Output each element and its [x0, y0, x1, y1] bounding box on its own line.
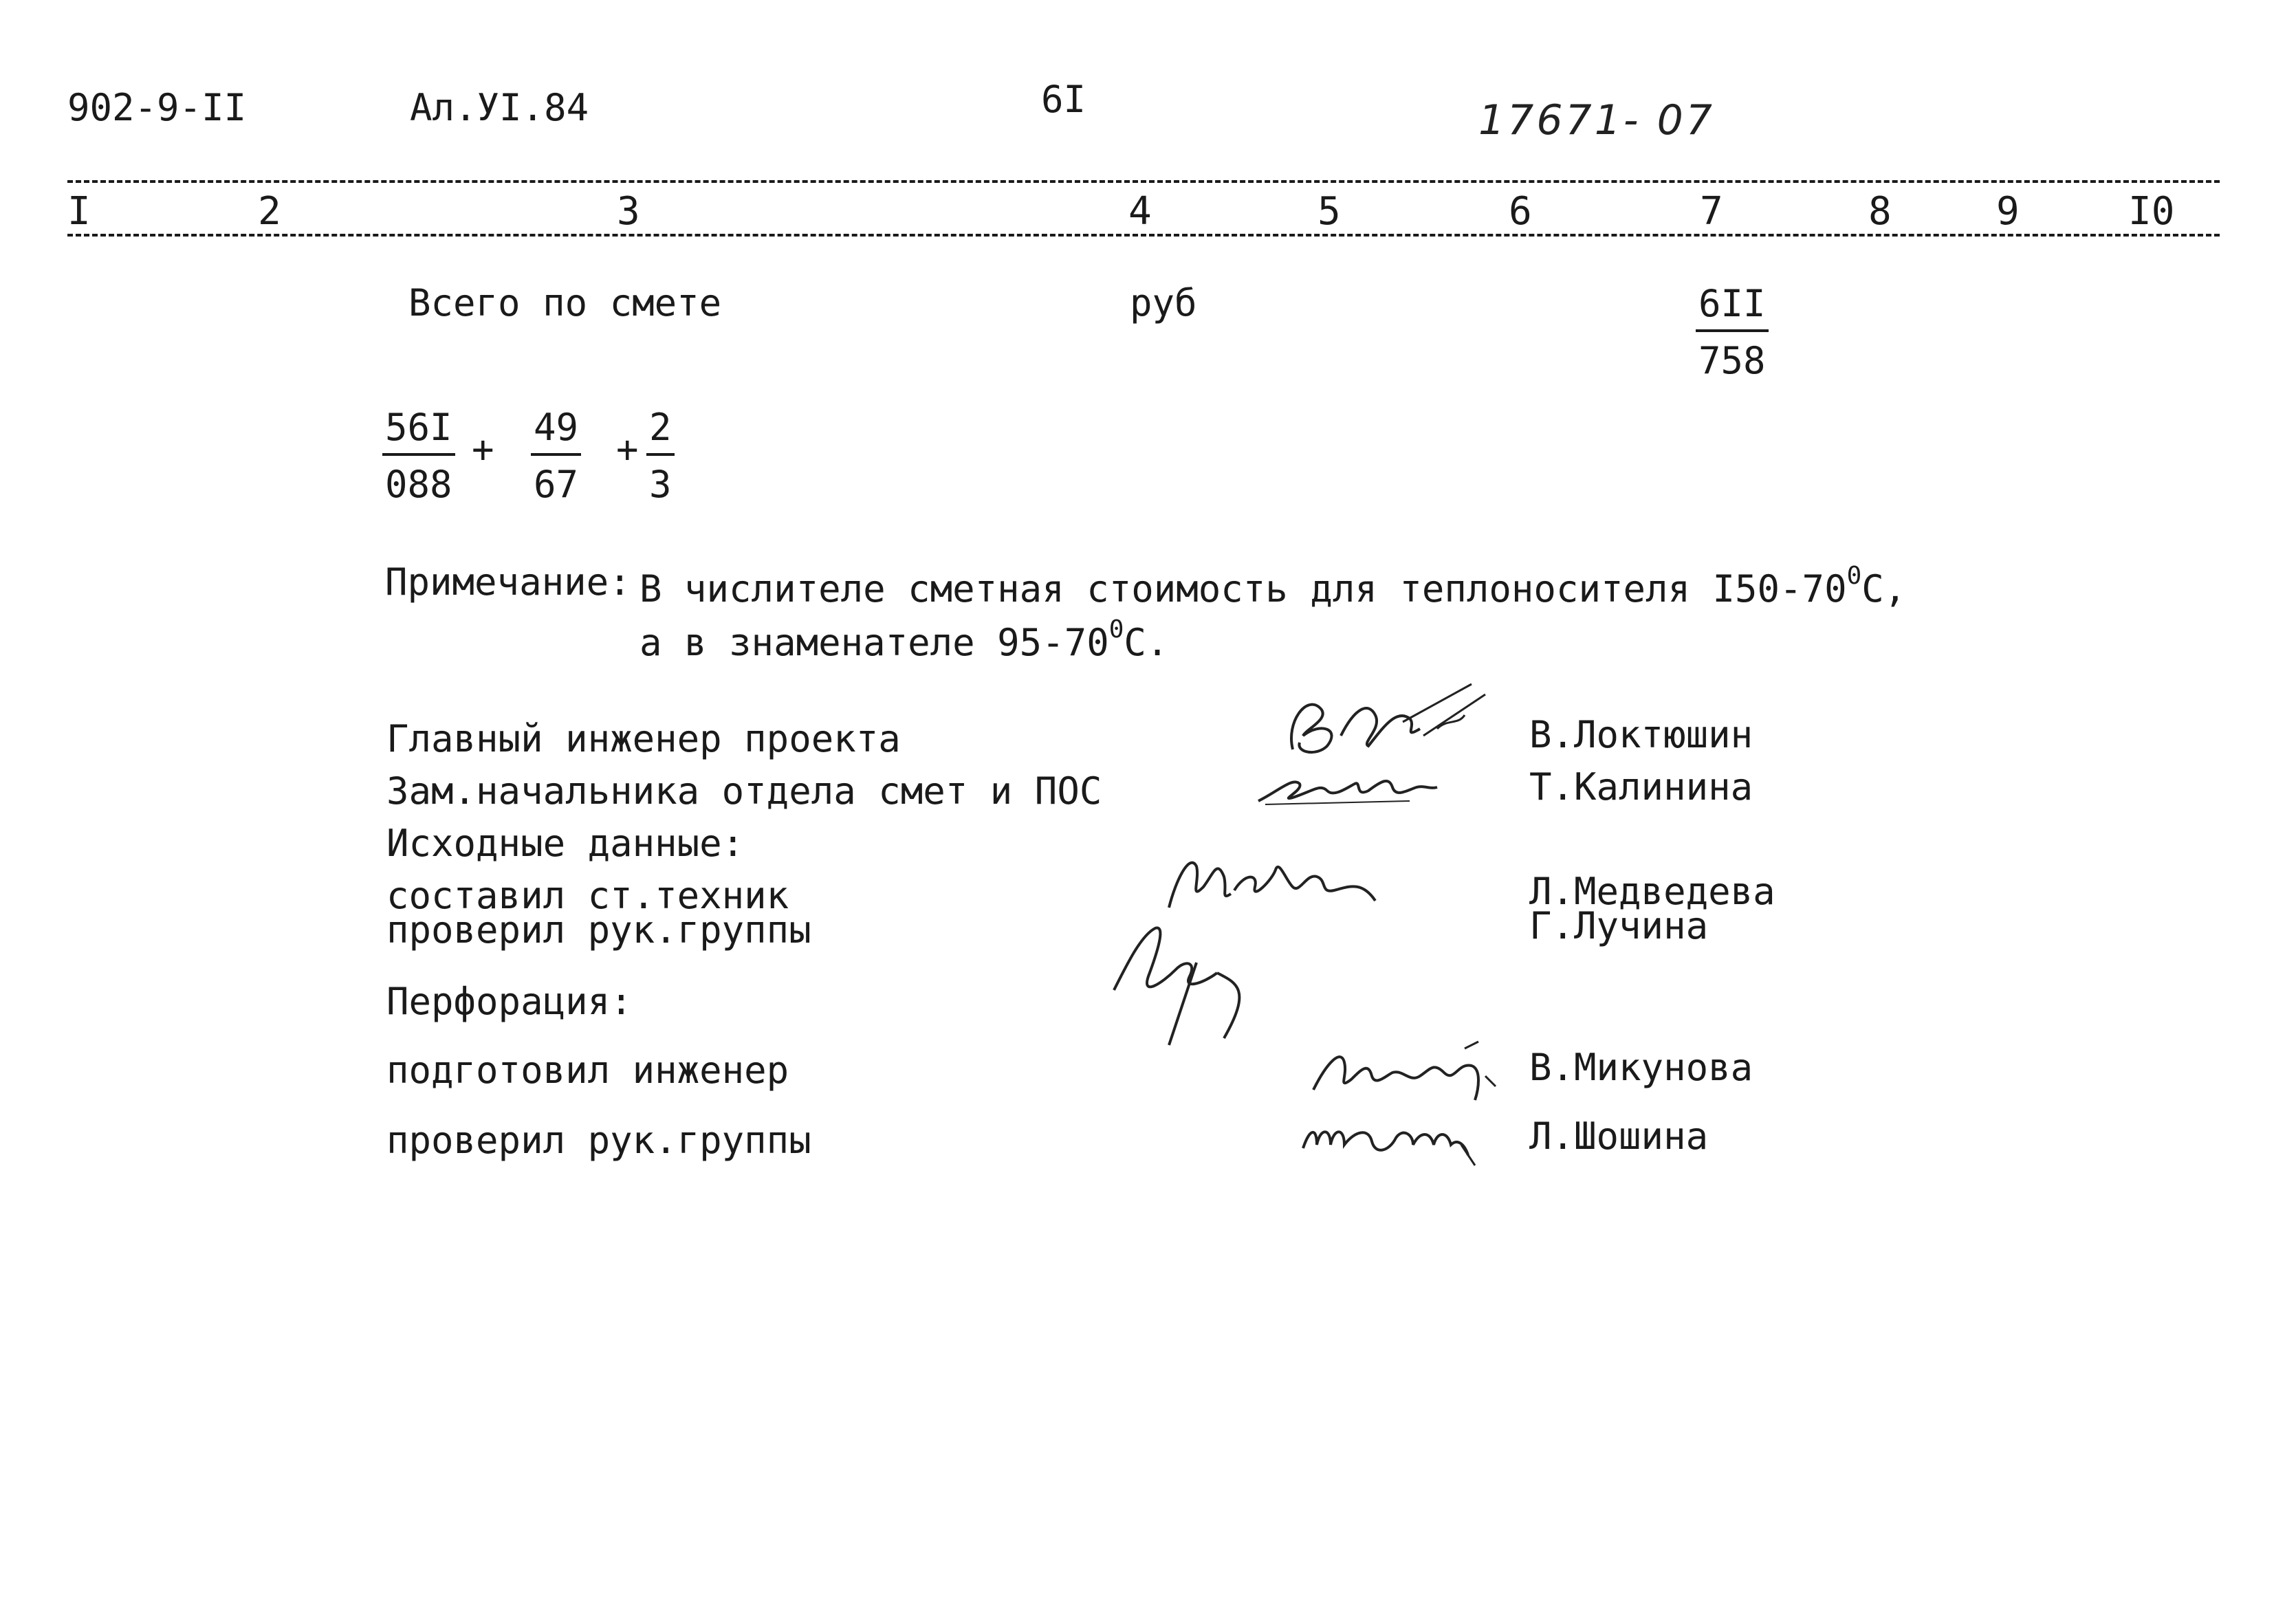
signature-luchina: [1100, 908, 1279, 1052]
column-number-4: 4: [1128, 189, 1152, 234]
source-data-label: Исходные данные:: [386, 822, 745, 865]
degree-sign: 0: [1846, 562, 1862, 590]
table-bottom-dashed-line: [67, 234, 2220, 237]
sum-term-1: [382, 406, 455, 506]
plus-sign-1: +: [472, 428, 494, 471]
sum-term-1-numerator: 56I: [382, 406, 455, 456]
sum-term-2-denominator: 67: [534, 463, 579, 506]
column-number-7: 7: [1700, 189, 1723, 234]
role-deputy-head: Зам.начальника отдела смет и ПОС: [386, 769, 1102, 813]
total-label: Всего по смете: [408, 281, 722, 325]
signature-shoshina: [1293, 1107, 1499, 1169]
note-line-2-text: а в знаменателе 95-70: [639, 621, 1109, 664]
handwritten-number: 17671- 07: [1478, 96, 1715, 144]
column-number-6: 6: [1509, 189, 1532, 234]
role-checked-by-2: проверил рук.группы: [386, 1119, 811, 1162]
name-prepared-by: В.Микунова: [1529, 1046, 1753, 1089]
column-number-2: 2: [258, 189, 281, 234]
sum-term-3: [646, 406, 675, 506]
column-number-3: 3: [617, 189, 640, 234]
total-fraction: [1696, 282, 1769, 382]
role-checked-by-1: проверил рук.группы: [386, 908, 811, 952]
page-number: 6I: [1041, 78, 1086, 121]
note-line-1: [639, 562, 1907, 611]
role-prepared-by: подготовил инженер: [386, 1049, 789, 1092]
name-compiled-by: Л.Медведева: [1529, 870, 1775, 913]
plus-sign-2: +: [616, 428, 639, 471]
name-checked-by-2: Л.Шошина: [1529, 1115, 1709, 1158]
total-unit: руб: [1130, 281, 1197, 325]
note-line-2-end: С.: [1124, 621, 1169, 664]
table-top-dashed-line: [67, 180, 2220, 183]
sum-term-3-numerator: 2: [646, 406, 675, 456]
total-denominator: 758: [1698, 339, 1766, 382]
column-number-10: I0: [2128, 189, 2175, 234]
sum-term-2-numerator: 49: [531, 406, 581, 456]
total-numerator: 6II: [1696, 282, 1769, 332]
column-number-5: 5: [1318, 189, 1341, 234]
sum-term-2: [531, 406, 581, 506]
perforation-label: Перфорация:: [386, 980, 633, 1023]
column-number-9: 9: [1996, 189, 2020, 234]
role-compiled-by: составил ст.техник: [386, 874, 789, 917]
degree-sign: 0: [1108, 615, 1124, 644]
name-checked-by-1: Г.Лучина: [1529, 904, 1709, 947]
note-line-2: [639, 615, 1169, 664]
signature-loktyushin: [1265, 681, 1492, 770]
column-number-8: 8: [1868, 189, 1892, 234]
column-number-1: I: [67, 189, 91, 234]
sum-term-1-denominator: 088: [385, 463, 452, 506]
sum-term-3-denominator: 3: [649, 463, 672, 506]
signature-mikunova: [1307, 1035, 1513, 1104]
signature-kalinina: [1251, 763, 1444, 811]
note-line-1-end: С,: [1861, 567, 1907, 611]
album-code: Ал.УI.84: [410, 86, 589, 129]
note-label: Примечание:: [385, 560, 631, 604]
name-deputy-head: Т.Калинина: [1529, 765, 1753, 809]
document-code: 902-9-II: [67, 86, 247, 129]
note-line-1-text: В числителе сметная стоимость для теплоносителя I50-70: [639, 567, 1847, 611]
name-chief-engineer: В.Локтюшин: [1529, 713, 1753, 756]
role-chief-engineer: Главный инженер проекта: [386, 717, 901, 760]
